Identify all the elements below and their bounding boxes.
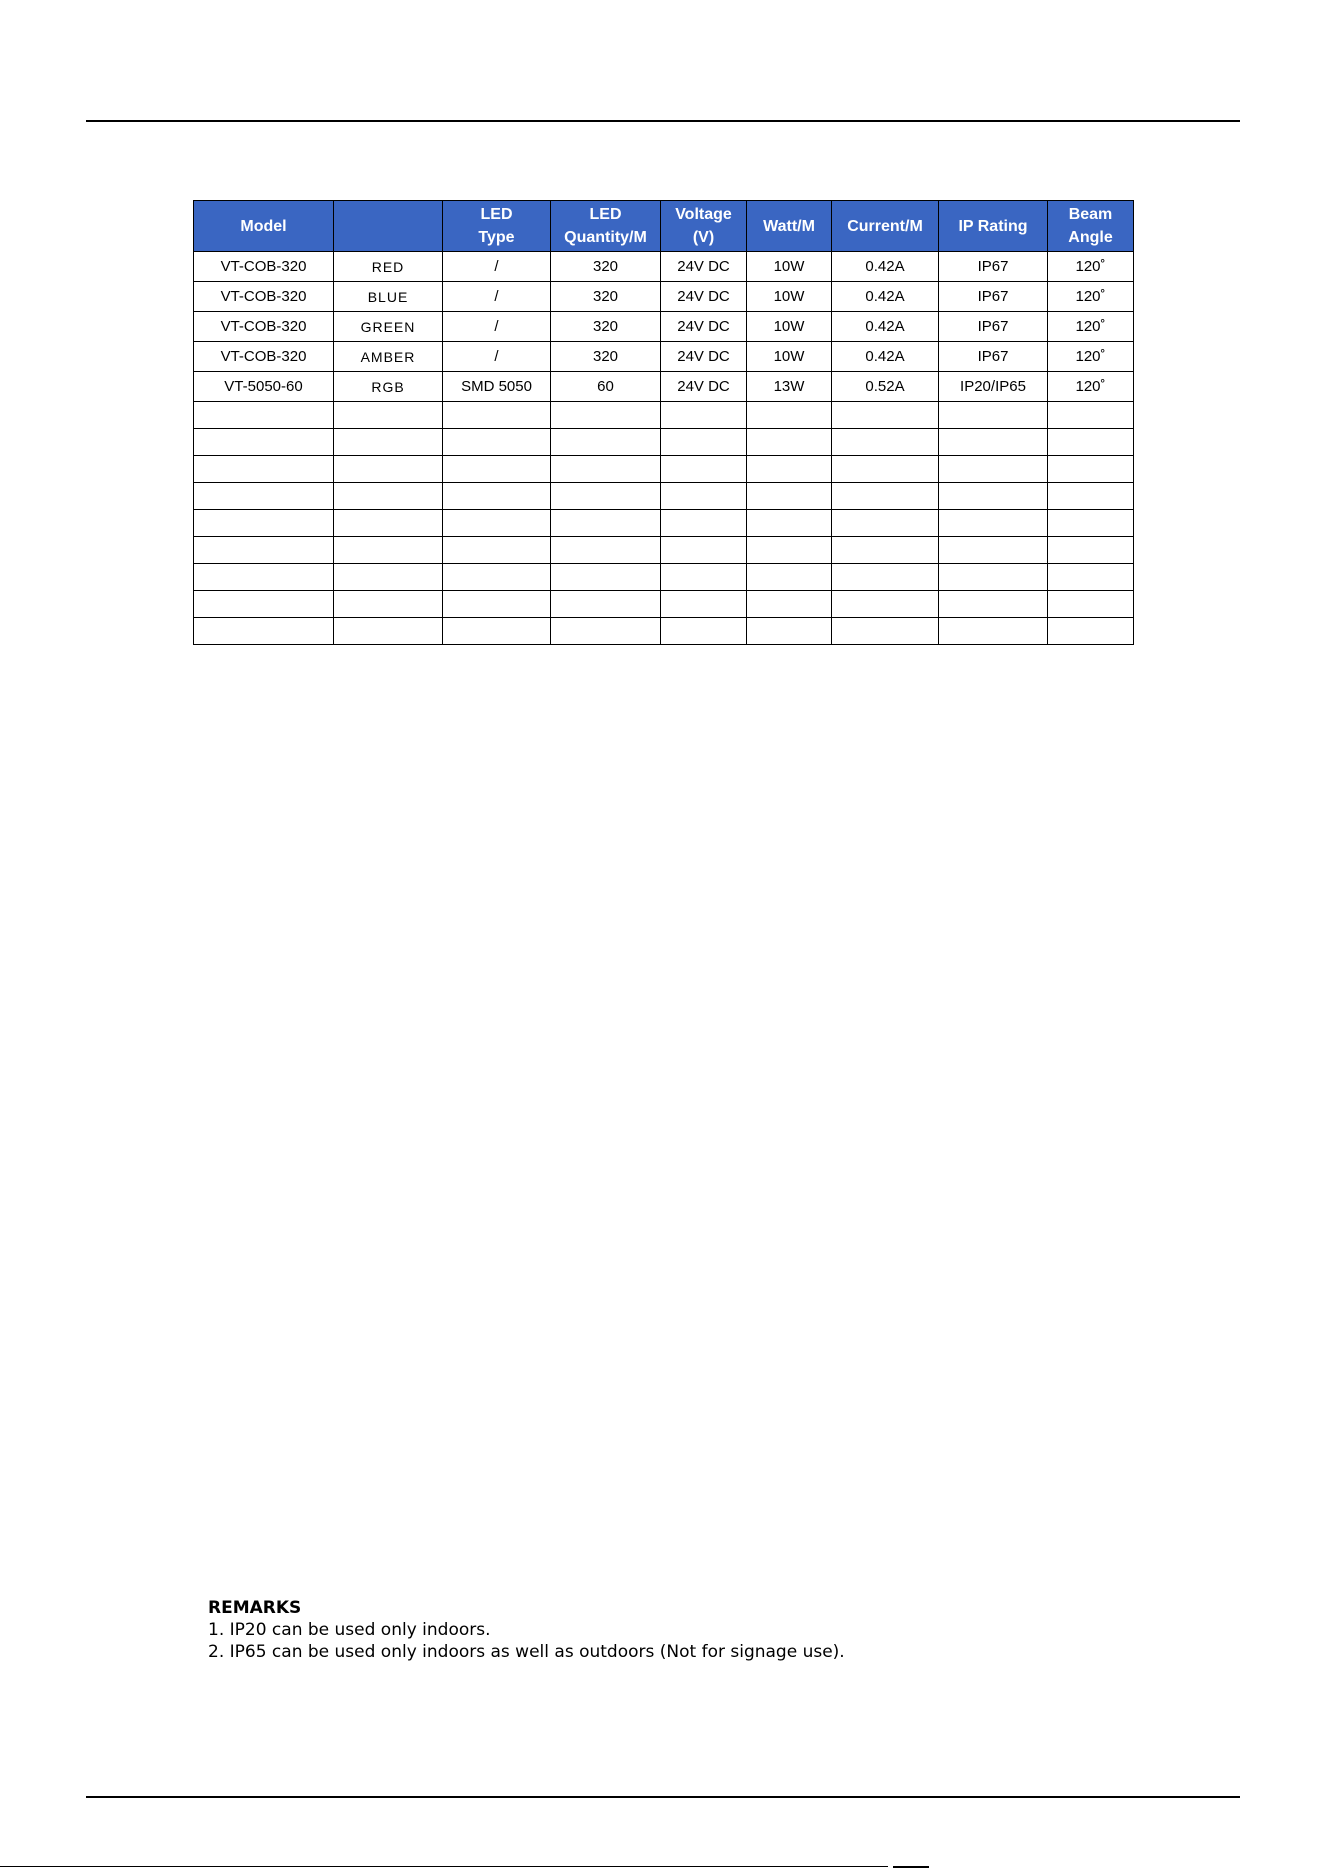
empty-cell — [551, 537, 661, 564]
cell-led-type: / — [443, 282, 551, 312]
cell-color: AMBER — [334, 342, 443, 372]
empty-cell — [334, 429, 443, 456]
cell-led-type: / — [443, 252, 551, 282]
header-led-type-line: LED — [480, 206, 513, 223]
empty-cell — [661, 429, 747, 456]
remarks-item-1: 1. IP20 can be used only indoors. — [208, 1620, 491, 1640]
cell-current: 0.42A — [832, 342, 939, 372]
empty-cell — [443, 618, 551, 645]
cell-model: VT-COB-320 — [194, 312, 334, 342]
empty-cell — [334, 537, 443, 564]
empty-cell — [443, 510, 551, 537]
header-ip-rating-line: IP Rating — [958, 217, 1028, 235]
empty-cell — [747, 618, 832, 645]
header-led-quantity-line: Quantity/M — [564, 229, 647, 246]
cell-led-quantity: 320 — [551, 342, 661, 372]
empty-cell — [443, 402, 551, 429]
empty-cell — [939, 591, 1048, 618]
empty-cell — [1048, 429, 1134, 456]
empty-table-row — [194, 510, 1134, 537]
cell-watt: 10W — [747, 282, 832, 312]
cell-ip-rating: IP67 — [939, 312, 1048, 342]
empty-cell — [551, 591, 661, 618]
empty-table-row — [194, 456, 1134, 483]
empty-cell — [832, 564, 939, 591]
cell-current: 0.42A — [832, 282, 939, 312]
empty-cell — [194, 537, 334, 564]
cell-led-type: / — [443, 312, 551, 342]
empty-cell — [194, 591, 334, 618]
empty-cell — [661, 591, 747, 618]
empty-cell — [194, 402, 334, 429]
empty-cell — [661, 564, 747, 591]
header-beam-angle-line: Angle — [1068, 229, 1113, 246]
header-led-type — [443, 201, 551, 252]
empty-cell — [747, 483, 832, 510]
header-voltage-line: (V) — [692, 229, 715, 246]
empty-cell — [939, 537, 1048, 564]
empty-table-row — [194, 618, 1134, 645]
remarks-item-2: 2. IP65 can be used only indoors as well as outdoors (Not for signage use). — [208, 1642, 845, 1662]
empty-cell — [747, 537, 832, 564]
empty-cell — [194, 483, 334, 510]
empty-cell — [551, 564, 661, 591]
table-row — [194, 312, 1134, 342]
empty-cell — [443, 537, 551, 564]
empty-cell — [443, 429, 551, 456]
empty-cell — [194, 564, 334, 591]
cell-beam-angle: 120˚ — [1048, 372, 1134, 402]
header-color — [334, 201, 443, 252]
cell-model: VT-COB-320 — [194, 252, 334, 282]
cell-color: RGB — [334, 372, 443, 402]
empty-cell — [1048, 456, 1134, 483]
empty-cell — [747, 402, 832, 429]
empty-table-row — [194, 483, 1134, 510]
cell-model: VT-5050-60 — [194, 372, 334, 402]
empty-cell — [194, 456, 334, 483]
empty-cell — [194, 429, 334, 456]
table-row — [194, 282, 1134, 312]
empty-table-row — [194, 591, 1134, 618]
empty-table-row — [194, 564, 1134, 591]
header-current — [832, 201, 939, 252]
empty-cell — [1048, 483, 1134, 510]
empty-cell — [939, 456, 1048, 483]
empty-cell — [551, 618, 661, 645]
cell-beam-angle: 120˚ — [1048, 342, 1134, 372]
remarks-title: REMARKS — [208, 1598, 302, 1618]
empty-cell — [1048, 564, 1134, 591]
empty-cell — [939, 618, 1048, 645]
cell-model: VT-COB-320 — [194, 342, 334, 372]
table-row — [194, 342, 1134, 372]
cell-voltage: 24V DC — [661, 252, 747, 282]
empty-cell — [747, 564, 832, 591]
table-row — [194, 372, 1134, 402]
empty-cell — [832, 537, 939, 564]
empty-cell — [334, 483, 443, 510]
cell-voltage: 24V DC — [661, 372, 747, 402]
header-rule — [86, 120, 1240, 122]
empty-cell — [661, 456, 747, 483]
cell-ip-rating: IP67 — [939, 282, 1048, 312]
cell-voltage: 24V DC — [661, 312, 747, 342]
empty-cell — [832, 591, 939, 618]
header-led-quantity-line: LED — [589, 206, 622, 223]
cell-led-type: / — [443, 342, 551, 372]
cell-current: 0.42A — [832, 312, 939, 342]
cell-voltage: 24V DC — [661, 282, 747, 312]
empty-cell — [1048, 537, 1134, 564]
cell-watt: 13W — [747, 372, 832, 402]
empty-cell — [832, 402, 939, 429]
spec-table — [193, 200, 1134, 645]
empty-cell — [832, 429, 939, 456]
empty-cell — [551, 429, 661, 456]
cell-current: 0.42A — [832, 252, 939, 282]
cell-beam-angle: 120˚ — [1048, 282, 1134, 312]
header-model — [194, 201, 334, 252]
header-beam-angle — [1048, 201, 1134, 252]
empty-cell — [1048, 591, 1134, 618]
cell-watt: 10W — [747, 252, 832, 282]
empty-cell — [939, 402, 1048, 429]
empty-cell — [334, 510, 443, 537]
cell-watt: 10W — [747, 342, 832, 372]
empty-cell — [747, 429, 832, 456]
empty-cell — [747, 591, 832, 618]
empty-cell — [939, 510, 1048, 537]
empty-cell — [551, 402, 661, 429]
cell-led-quantity: 320 — [551, 282, 661, 312]
cell-beam-angle: 120˚ — [1048, 312, 1134, 342]
empty-cell — [334, 564, 443, 591]
cell-led-quantity: 320 — [551, 252, 661, 282]
header-watt-line: Watt/M — [763, 217, 815, 235]
cell-voltage: 24V DC — [661, 342, 747, 372]
cell-ip-rating: IP67 — [939, 252, 1048, 282]
cell-ip-rating: IP20/IP65 — [939, 372, 1048, 402]
empty-cell — [939, 564, 1048, 591]
empty-cell — [194, 510, 334, 537]
remarks-section — [208, 1597, 845, 1663]
table-body — [194, 252, 1134, 645]
empty-cell — [832, 456, 939, 483]
empty-cell — [939, 483, 1048, 510]
header-beam-angle-line: Beam — [1068, 206, 1113, 223]
cell-ip-rating: IP67 — [939, 342, 1048, 372]
empty-cell — [194, 618, 334, 645]
cell-led-quantity: 60 — [551, 372, 661, 402]
empty-cell — [1048, 402, 1134, 429]
footer-rule — [86, 1796, 1240, 1798]
cell-color: BLUE — [334, 282, 443, 312]
empty-cell — [661, 537, 747, 564]
empty-cell — [551, 483, 661, 510]
table-row — [194, 252, 1134, 282]
empty-cell — [443, 564, 551, 591]
header-current-line: Current/M — [847, 217, 923, 235]
empty-cell — [334, 618, 443, 645]
cell-beam-angle: 120˚ — [1048, 252, 1134, 282]
empty-cell — [661, 402, 747, 429]
header-watt — [747, 201, 832, 252]
empty-cell — [832, 618, 939, 645]
empty-cell — [661, 510, 747, 537]
empty-cell — [443, 456, 551, 483]
empty-cell — [832, 483, 939, 510]
empty-cell — [334, 591, 443, 618]
empty-cell — [551, 456, 661, 483]
header-ip-rating — [939, 201, 1048, 252]
header-voltage — [661, 201, 747, 252]
empty-cell — [551, 510, 661, 537]
cell-color: RED — [334, 252, 443, 282]
empty-table-row — [194, 429, 1134, 456]
footer-edge-line — [0, 1866, 888, 1867]
header-led-quantity — [551, 201, 661, 252]
header-model-line: Model — [240, 217, 287, 235]
cell-led-quantity: 320 — [551, 312, 661, 342]
empty-table-row — [194, 537, 1134, 564]
empty-cell — [1048, 510, 1134, 537]
empty-cell — [661, 483, 747, 510]
table-header-row — [194, 201, 1134, 252]
cell-current: 0.52A — [832, 372, 939, 402]
cell-model: VT-COB-320 — [194, 282, 334, 312]
empty-cell — [334, 402, 443, 429]
cell-led-type: SMD 5050 — [443, 372, 551, 402]
empty-table-row — [194, 402, 1134, 429]
empty-cell — [939, 429, 1048, 456]
empty-cell — [747, 456, 832, 483]
empty-cell — [661, 618, 747, 645]
header-led-type-line: Type — [478, 229, 515, 246]
cell-color: GREEN — [334, 312, 443, 342]
empty-cell — [334, 456, 443, 483]
empty-cell — [443, 483, 551, 510]
footer-mark — [893, 1866, 929, 1868]
header-voltage-line: Voltage — [675, 206, 732, 223]
empty-cell — [443, 591, 551, 618]
empty-cell — [747, 510, 832, 537]
empty-cell — [832, 510, 939, 537]
empty-cell — [1048, 618, 1134, 645]
cell-watt: 10W — [747, 312, 832, 342]
